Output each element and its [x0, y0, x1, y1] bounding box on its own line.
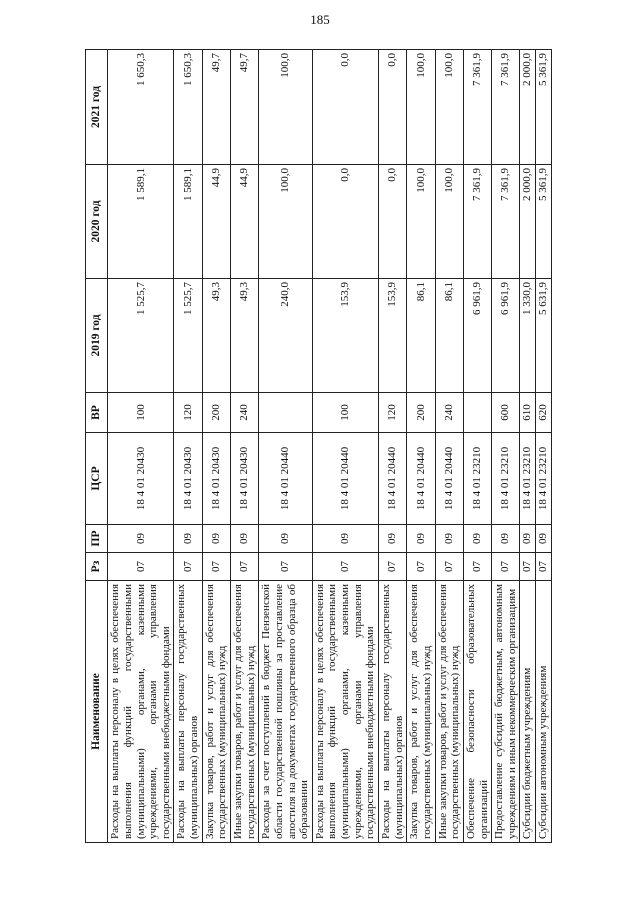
row-csr-cell: 18 4 01 20440	[379, 433, 407, 525]
row-pr-cell: 09	[492, 525, 520, 553]
row-name-cell: Расходы за счет поступлений в бюджет Пензенской области государственной пошлины за проставление апостиля на документах государственного образца об образовании	[259, 581, 313, 843]
row-name-cell: Закупка товаров, работ и услуг для обеспечения государственных (муниципальных) нужд	[202, 581, 230, 843]
row-2019-cell: 86,1	[407, 279, 435, 393]
rotated-table-frame	[85, 50, 550, 843]
row-2021-cell: 1 650,3	[108, 50, 174, 165]
header-name: Наименование	[86, 581, 108, 843]
row-2020-cell: 0,0	[312, 165, 378, 279]
table-row	[435, 50, 463, 843]
row-2020-cell: 0,0	[379, 165, 407, 279]
row-2021-cell: 2 000,0	[520, 50, 536, 165]
header-csr: ЦСР	[86, 433, 108, 525]
table-row	[259, 50, 313, 843]
table-row	[536, 50, 552, 843]
row-vr-cell: 100	[108, 393, 174, 433]
row-2019-cell: 6 961,9	[463, 279, 491, 393]
row-vr-cell: 600	[492, 393, 520, 433]
row-csr-cell: 18 4 01 23210	[463, 433, 491, 525]
row-2019-cell: 153,9	[312, 279, 378, 393]
row-csr-cell: 18 4 01 20430	[202, 433, 230, 525]
row-2020-cell: 1 589,1	[174, 165, 202, 279]
row-pr-cell: 09	[520, 525, 536, 553]
row-pr-cell: 09	[312, 525, 378, 553]
row-rz-cell: 07	[435, 553, 463, 581]
row-2020-cell: 44,9	[202, 165, 230, 279]
table-row	[520, 50, 536, 843]
row-2021-cell: 5 361,9	[536, 50, 552, 165]
row-2020-cell: 7 361,9	[492, 165, 520, 279]
row-name-cell: Обеспечение безопасности образовательных организаций	[463, 581, 491, 843]
row-2021-cell: 100,0	[259, 50, 313, 165]
row-name-cell: Иные закупки товаров, работ и услуг для обеспечения государственных (муниципальных) нужд	[230, 581, 258, 843]
row-pr-cell: 09	[202, 525, 230, 553]
row-2019-cell: 240,0	[259, 279, 313, 393]
row-2019-cell: 49,3	[230, 279, 258, 393]
row-pr-cell: 09	[259, 525, 313, 553]
table-row	[407, 50, 435, 843]
row-pr-cell: 09	[108, 525, 174, 553]
row-2021-cell: 49,7	[230, 50, 258, 165]
header-pr: ПР	[86, 525, 108, 553]
row-vr-cell: 200	[202, 393, 230, 433]
row-csr-cell: 18 4 01 20440	[259, 433, 313, 525]
header-2021: 2021 год	[86, 50, 108, 165]
table-row	[312, 50, 378, 843]
row-csr-cell: 18 4 01 23210	[536, 433, 552, 525]
row-2019-cell: 6 961,9	[492, 279, 520, 393]
row-name-cell: Расходы на выплаты персоналу в целях обеспечения выполнения функций государственными (муниципальными) органами, казенными учреждениями, органами управления государственными внебюджетными фондами	[312, 581, 378, 843]
row-name-cell: Расходы на выплаты персоналу государственных (муниципальных) органов	[174, 581, 202, 843]
header-2020: 2020 год	[86, 165, 108, 279]
row-pr-cell: 09	[435, 525, 463, 553]
row-rz-cell: 07	[520, 553, 536, 581]
row-csr-cell: 18 4 01 20440	[435, 433, 463, 525]
row-2021-cell: 100,0	[435, 50, 463, 165]
row-vr-cell: 200	[407, 393, 435, 433]
page-number: 185	[310, 12, 330, 27]
row-pr-cell: 09	[463, 525, 491, 553]
table-row	[108, 50, 174, 843]
row-vr-cell	[463, 393, 491, 433]
row-pr-cell: 09	[230, 525, 258, 553]
row-2020-cell: 100,0	[259, 165, 313, 279]
row-rz-cell: 07	[259, 553, 313, 581]
row-2019-cell: 49,3	[202, 279, 230, 393]
row-2021-cell: 0,0	[379, 50, 407, 165]
row-name-cell: Субсидии автономным учреждениям	[536, 581, 552, 843]
header-vr: ВР	[86, 393, 108, 433]
row-name-cell: Расходы на выплаты персоналу государственных (муниципальных) органов	[379, 581, 407, 843]
row-name-cell: Закупка товаров, работ и услуг для обеспечения государственных (муниципальных) нужд	[407, 581, 435, 843]
row-2019-cell: 1 525,7	[108, 279, 174, 393]
row-csr-cell: 18 4 01 23210	[520, 433, 536, 525]
row-rz-cell: 07	[536, 553, 552, 581]
header-2019: 2019 год	[86, 279, 108, 393]
row-2021-cell: 49,7	[202, 50, 230, 165]
table-row	[202, 50, 230, 843]
row-2019-cell: 1 330,0	[520, 279, 536, 393]
table-row	[463, 50, 491, 843]
row-2021-cell: 100,0	[407, 50, 435, 165]
row-rz-cell: 07	[492, 553, 520, 581]
row-vr-cell: 240	[435, 393, 463, 433]
row-vr-cell: 610	[520, 393, 536, 433]
row-2020-cell: 5 361,9	[536, 165, 552, 279]
row-rz-cell: 07	[174, 553, 202, 581]
budget-table	[85, 49, 552, 843]
row-2020-cell: 100,0	[435, 165, 463, 279]
row-vr-cell: 620	[536, 393, 552, 433]
row-2019-cell: 1 525,7	[174, 279, 202, 393]
row-csr-cell: 18 4 01 20430	[230, 433, 258, 525]
row-pr-cell: 09	[174, 525, 202, 553]
table-row	[174, 50, 202, 843]
row-rz-cell: 07	[463, 553, 491, 581]
row-vr-cell: 120	[174, 393, 202, 433]
row-name-cell: Расходы на выплаты персоналу в целях обеспечения выполнения функций государственными (муниципальными) органами, казенными учреждениями, органами управления государственными внебюджетными фондами	[108, 581, 174, 843]
row-name-cell: Предоставление субсидий бюджетным, автономным учреждениям и иным некоммерческим организациям	[492, 581, 520, 843]
row-rz-cell: 07	[312, 553, 378, 581]
row-rz-cell: 07	[108, 553, 174, 581]
row-csr-cell: 18 4 01 20430	[174, 433, 202, 525]
row-2019-cell: 86,1	[435, 279, 463, 393]
row-rz-cell: 07	[230, 553, 258, 581]
row-csr-cell: 18 4 01 20440	[312, 433, 378, 525]
row-pr-cell: 09	[536, 525, 552, 553]
header-rz: Рз	[86, 553, 108, 581]
row-pr-cell: 09	[407, 525, 435, 553]
row-2020-cell: 2 000,0	[520, 165, 536, 279]
row-csr-cell: 18 4 01 23210	[492, 433, 520, 525]
row-2021-cell: 0,0	[312, 50, 378, 165]
row-vr-cell: 240	[230, 393, 258, 433]
table-body	[108, 50, 552, 843]
table-row	[379, 50, 407, 843]
table-row	[492, 50, 520, 843]
row-2021-cell: 7 361,9	[463, 50, 491, 165]
row-vr-cell: 120	[379, 393, 407, 433]
row-name-cell: Иные закупки товаров, работ и услуг для обеспечения государственных (муниципальных) нужд	[435, 581, 463, 843]
row-vr-cell	[259, 393, 313, 433]
rotated-table-content	[85, 50, 550, 843]
row-2020-cell: 1 589,1	[108, 165, 174, 279]
row-vr-cell: 100	[312, 393, 378, 433]
row-csr-cell: 18 4 01 20440	[407, 433, 435, 525]
row-2020-cell: 100,0	[407, 165, 435, 279]
row-2021-cell: 7 361,9	[492, 50, 520, 165]
row-2019-cell: 5 631,9	[536, 279, 552, 393]
row-2020-cell: 7 361,9	[463, 165, 491, 279]
row-2020-cell: 44,9	[230, 165, 258, 279]
row-rz-cell: 07	[202, 553, 230, 581]
row-csr-cell: 18 4 01 20430	[108, 433, 174, 525]
table-row	[230, 50, 258, 843]
row-name-cell: Субсидии бюджетным учреждениям	[520, 581, 536, 843]
row-2021-cell: 1 650,3	[174, 50, 202, 165]
row-pr-cell: 09	[379, 525, 407, 553]
table-header-row	[86, 50, 108, 843]
row-rz-cell: 07	[379, 553, 407, 581]
row-rz-cell: 07	[407, 553, 435, 581]
row-2019-cell: 153,9	[379, 279, 407, 393]
